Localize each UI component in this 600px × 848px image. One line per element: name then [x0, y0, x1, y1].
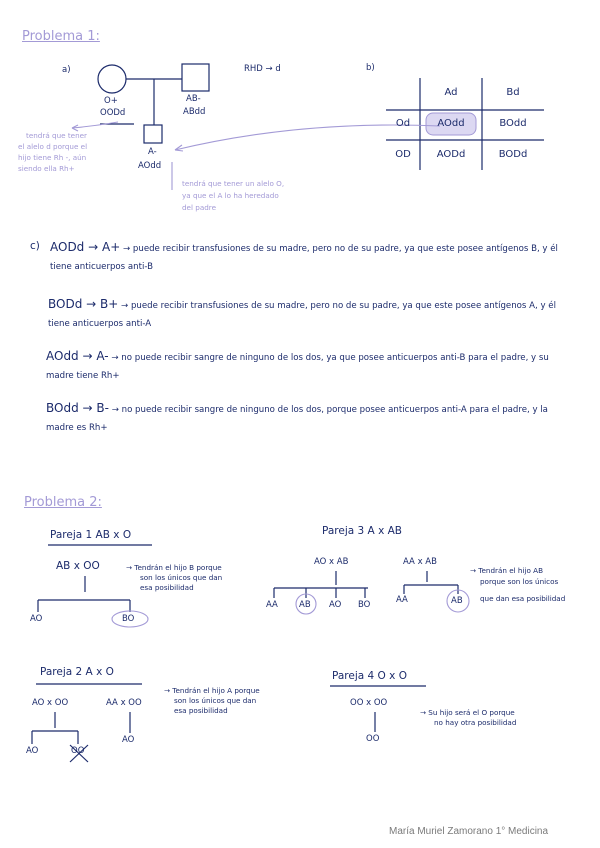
- punnett-col-header: Bd: [506, 87, 520, 98]
- c-item-code: BODd → B+: [48, 297, 119, 311]
- p3-child: AO: [329, 600, 342, 610]
- p3-cross1: AO x AB: [314, 557, 349, 567]
- p3-child: AB: [299, 600, 311, 610]
- c-item: [46, 347, 566, 385]
- p3-note-line: porque son los únicos: [480, 577, 559, 586]
- footer-author: María Muriel Zamorano 1° Medicina: [389, 826, 549, 837]
- c-item-text: → puede recibir transfusiones de su madre, pero no de su padre, ya que este posee antígenos B, y él tiene anticuerpos anti-B: [50, 244, 558, 272]
- note-bottom-line: tendrá que tener un alelo O,: [182, 179, 285, 188]
- father-genotype: ABdd: [183, 107, 206, 117]
- punnett-row-header: Od: [395, 118, 411, 129]
- p1-title: Pareja 1 AB x O: [50, 529, 132, 541]
- c-item: [46, 399, 566, 437]
- p2-note-line: son los únicos que dan: [174, 696, 257, 705]
- note-bottom-line: ya que el A lo ha heredado: [182, 191, 279, 200]
- note-left-line: siendo ella Rh+: [18, 164, 75, 173]
- p4-title: Pareja 4 O x O: [332, 670, 407, 682]
- section-b-label: b): [366, 63, 375, 73]
- p3-child: AB: [451, 596, 463, 606]
- p3-note-line: que dan esa posibilidad: [480, 594, 566, 603]
- p1-note-line: son los únicos que dan: [140, 573, 223, 582]
- p4-note-line: → Su hijo será el O porque: [420, 708, 515, 717]
- c-item-text: → no puede recibir sangre de ninguno de los dos, porque posee anticuerpos anti-A para el padre, y la madre es Rh+: [46, 405, 548, 433]
- punnett-cell: BOdd: [499, 118, 527, 129]
- c-item-code: BOdd → B-: [46, 401, 109, 415]
- p3-note: [470, 565, 565, 604]
- c-item: [50, 238, 570, 276]
- p1-child: AO: [30, 614, 43, 624]
- p1-child: BO: [122, 614, 135, 624]
- father-symbol: [182, 64, 209, 91]
- punnett-row-header: OD: [395, 149, 411, 160]
- p3-title: Pareja 3 A x AB: [322, 525, 403, 537]
- section-c-label: c): [30, 240, 40, 252]
- p3-note-line: → Tendrán el hijo AB: [470, 566, 543, 575]
- mother-genotype: OODd: [100, 108, 126, 118]
- punnett-cell: BODd: [498, 149, 528, 160]
- c-item-code: AOdd → A-: [46, 349, 109, 363]
- mother-label: O+: [104, 96, 118, 106]
- mother-symbol: [98, 65, 126, 93]
- p3-child: BO: [358, 600, 371, 610]
- p3-cross2: AA x AB: [403, 557, 437, 567]
- p4-note-line: no hay otra posibilidad: [434, 718, 517, 727]
- p2-child: AO: [26, 746, 39, 756]
- p2-title: Pareja 2 A x O: [40, 666, 114, 678]
- child-symbol: [144, 125, 162, 143]
- rh-note: RHD → d: [244, 64, 281, 74]
- p4-child: OO: [366, 734, 380, 744]
- problem2-title: Problema 2:: [24, 495, 102, 510]
- p2-note: [164, 686, 260, 716]
- p2-cross2: AA x OO: [106, 698, 142, 708]
- p3-child: AA: [396, 595, 408, 605]
- p2-child: AO: [122, 735, 135, 745]
- punnett-cell: AOdd: [437, 118, 465, 129]
- p1-note: [126, 563, 222, 593]
- section-a-label: a): [62, 65, 71, 75]
- c-item: [48, 295, 568, 333]
- note-bottom: [182, 178, 284, 214]
- child-genotype: AOdd: [138, 161, 162, 171]
- problem1-title: Problema 1:: [22, 29, 100, 44]
- p2-child: OO: [71, 746, 85, 756]
- c-item-code: AODd → A+: [50, 240, 121, 254]
- c-item-text: → puede recibir transfusiones de su madre, pero no de su padre, ya que este posee antígenos A, y él tiene anticuerpos anti-A: [48, 301, 556, 329]
- p3-child: AA: [266, 600, 278, 610]
- note-left-line: hijo tiene Rh -, aún: [18, 153, 87, 162]
- p1-cross: AB x OO: [56, 560, 100, 572]
- note-left-line: el alelo d porque el: [18, 142, 88, 151]
- father-label: AB-: [186, 94, 201, 104]
- p1-note-line: → Tendrán el hijo B porque: [126, 563, 222, 572]
- c-item-text: → no puede recibir sangre de ninguno de los dos, ya que posee anticuerpos anti-B para el padre, y su madre tiene Rh+: [46, 353, 549, 381]
- punnett-col-header: Ad: [444, 87, 458, 98]
- note-bottom-line: del padre: [182, 203, 217, 212]
- p4-cross: OO x OO: [350, 698, 388, 708]
- p2-note-line: esa posibilidad: [174, 706, 228, 715]
- note-left-line: tendrá que tener: [26, 131, 87, 140]
- p1-note-line: esa posibilidad: [140, 583, 194, 592]
- p2-cross1: AO x OO: [32, 698, 69, 708]
- punnett-cell: AODd: [436, 149, 466, 160]
- p2-note-line: → Tendrán el hijo A porque: [164, 686, 260, 695]
- child-label: A-: [148, 147, 157, 157]
- note-left: [18, 130, 88, 174]
- p4-note: [420, 708, 516, 728]
